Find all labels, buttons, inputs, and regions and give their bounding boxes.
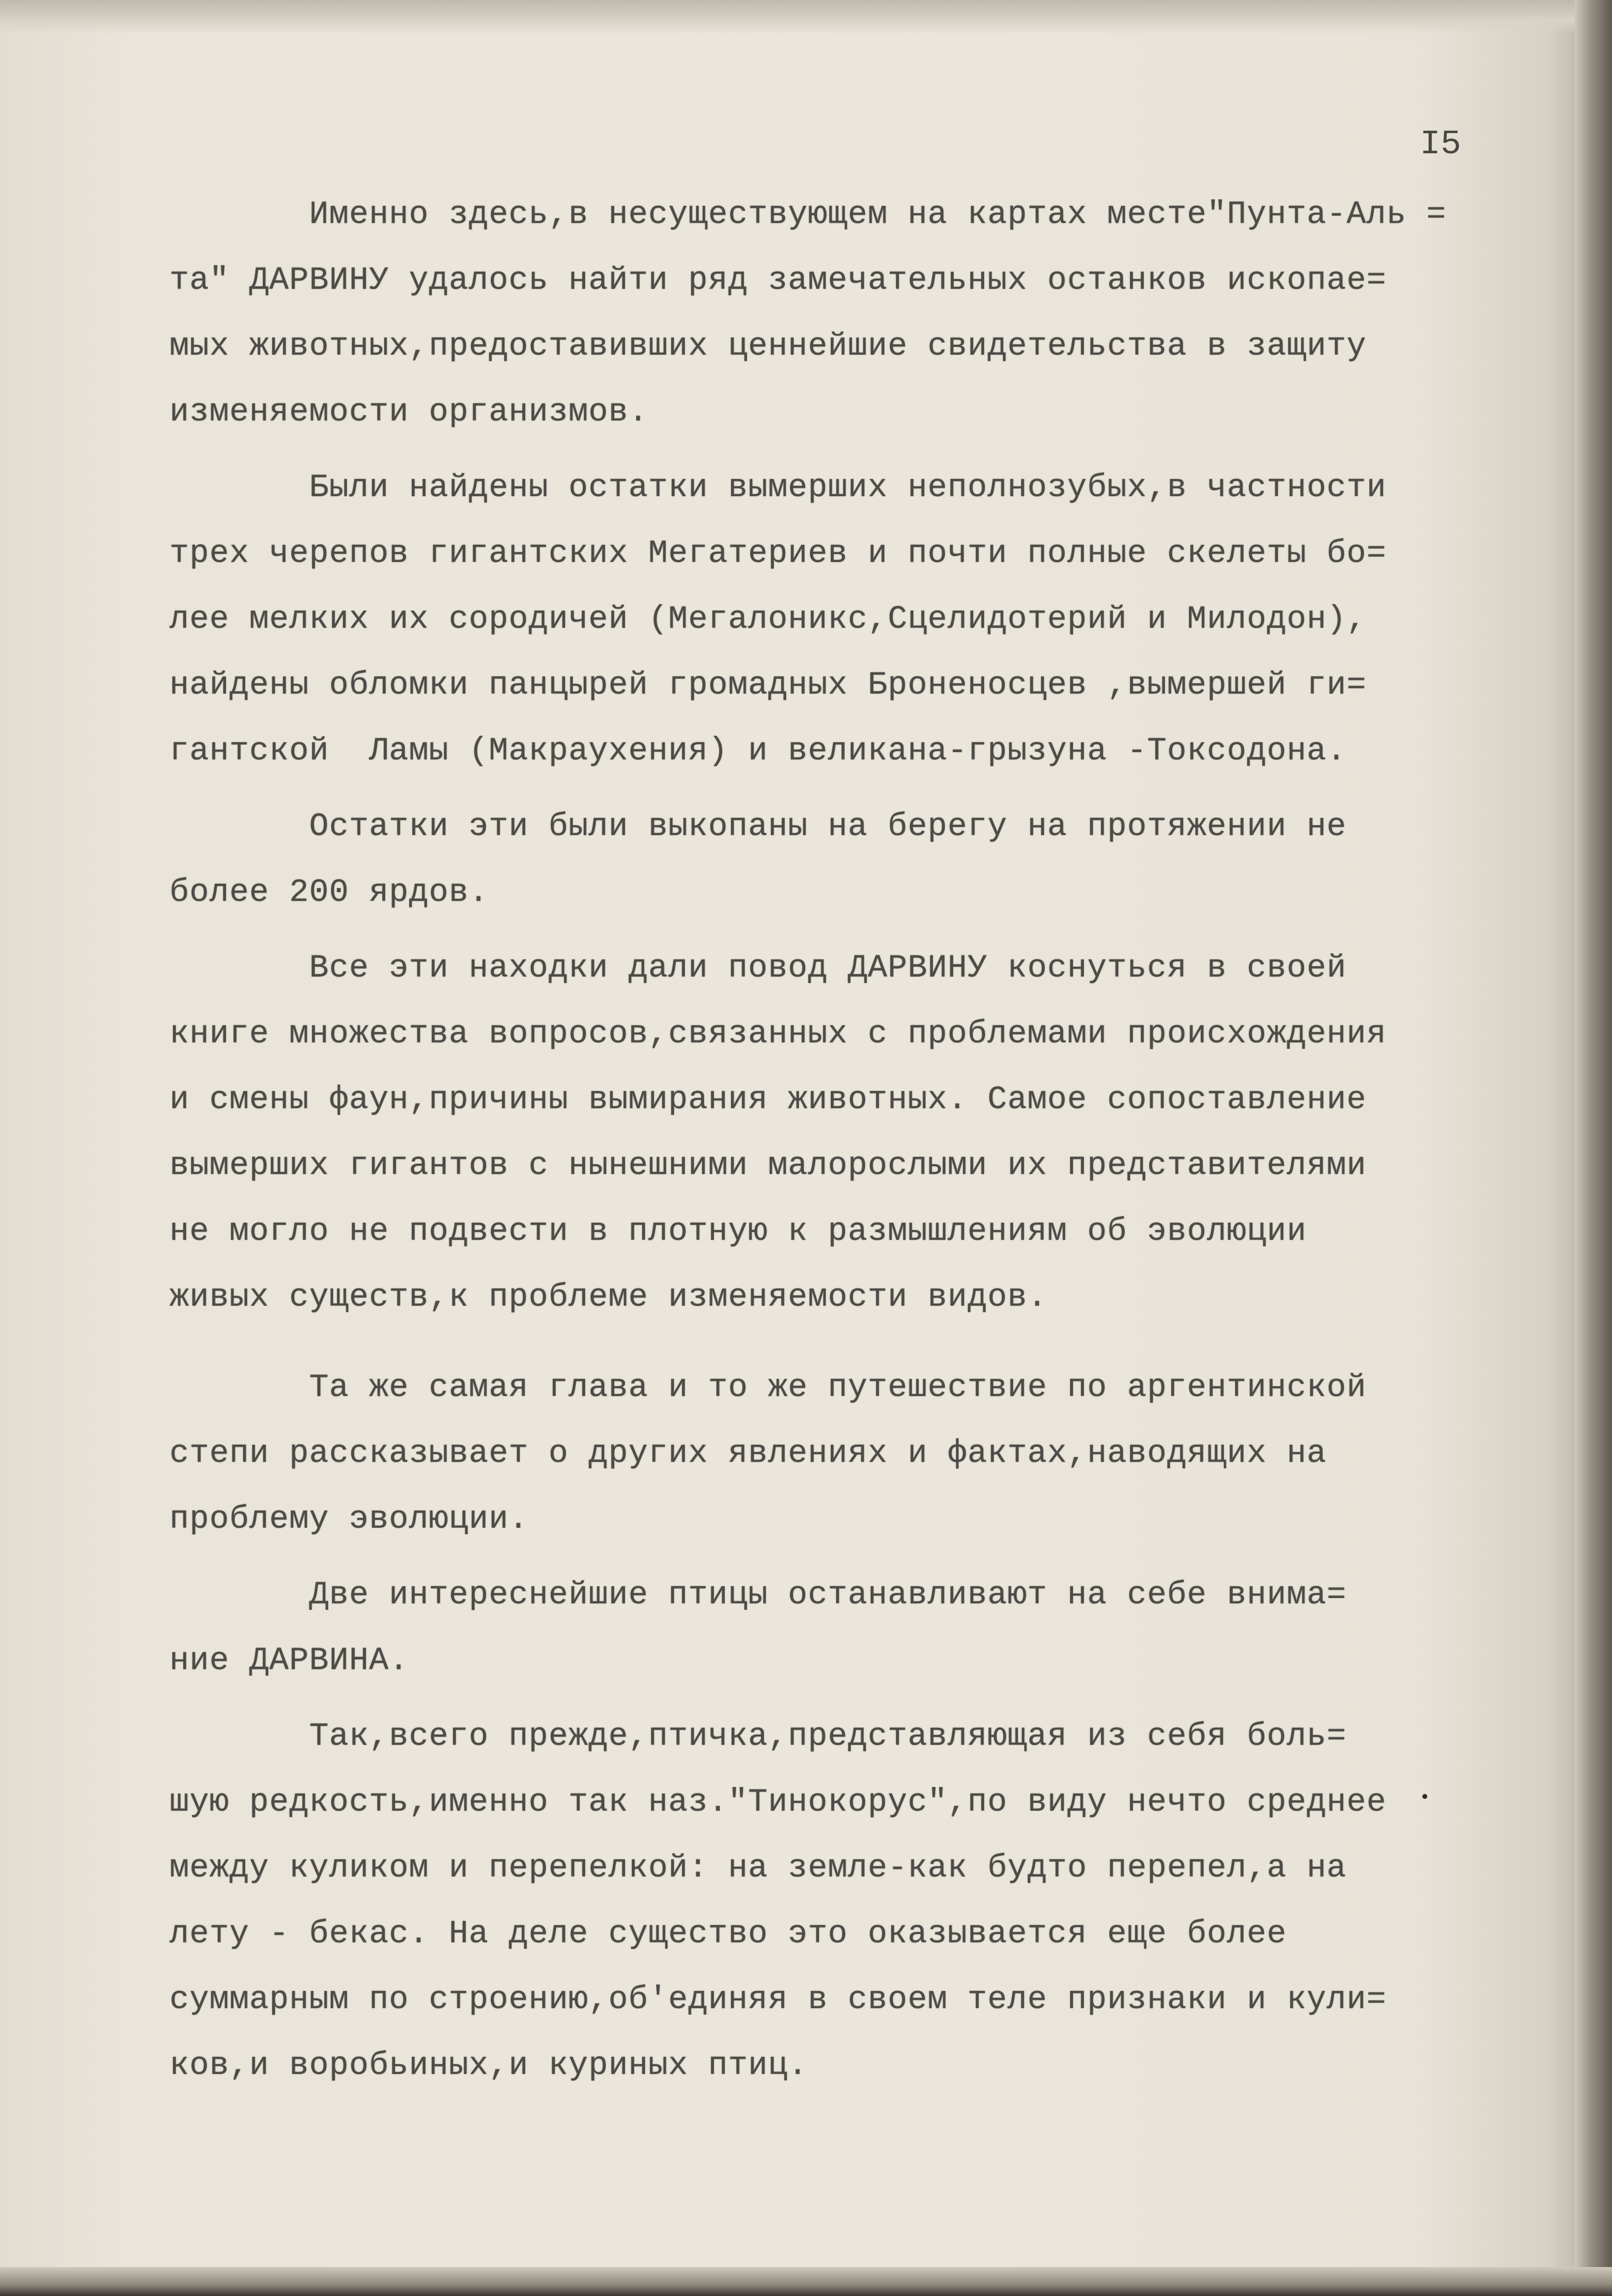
text-line: живых существ,к проблеме изменяемости видов. bbox=[170, 1279, 1047, 1316]
paragraph bbox=[170, 935, 1530, 1330]
text-line: книге множества вопросов,связанных с проблемами происхождения bbox=[170, 1015, 1386, 1052]
paragraph bbox=[170, 794, 1530, 925]
text-line: найдены обломки панцырей громадных Броненосцев ,вымершей ги= bbox=[170, 667, 1367, 703]
text-line: ков,и воробьиных,и куриных птиц. bbox=[170, 2047, 808, 2084]
text-line: Остатки эти были выкопаны на берегу на протяжении не bbox=[170, 808, 1347, 845]
paragraph-gap bbox=[170, 784, 1530, 794]
text-line: проблему эволюции. bbox=[170, 1501, 529, 1538]
text-line: трех черепов гигантских Мегатериев и почти полные скелеты бо= bbox=[170, 535, 1386, 572]
ink-dot bbox=[1422, 1794, 1427, 1799]
text-line: Так,всего прежде,птичка,представляющая из себя боль= bbox=[170, 1718, 1347, 1755]
page-right-edge bbox=[1575, 0, 1612, 2296]
paragraph bbox=[170, 455, 1530, 784]
text-line: Были найдены остатки вымерших неполнозубых,в частности bbox=[170, 469, 1386, 506]
text-line: та" ДАРВИНУ удалось найти ряд замечательных останков ископае= bbox=[170, 262, 1386, 299]
paragraph bbox=[170, 1355, 1530, 1552]
text-line: и смены фаун,причины вымирания животных. Самое сопоставление bbox=[170, 1081, 1367, 1118]
page-bottom-edge bbox=[0, 2267, 1612, 2296]
text-line: лету - бекас. На деле существо это оказывается еще более bbox=[170, 1915, 1287, 1952]
paragraph bbox=[170, 1562, 1530, 1694]
text-line: изменяемости организмов. bbox=[170, 393, 649, 430]
text-line: ние ДАРВИНА. bbox=[170, 1642, 409, 1679]
typed-text-body bbox=[170, 182, 1530, 2099]
text-line: шую редкость,именно так наз."Тинокорус",по виду нечто среднее bbox=[170, 1784, 1386, 1820]
text-line: гантской Ламы (Макраухения) и великана-грызуна -Токсодона. bbox=[170, 732, 1347, 769]
text-line: Именно здесь,в несуществующем на картах месте"Пунта-Аль = bbox=[170, 196, 1446, 233]
paragraph-gap bbox=[170, 925, 1530, 935]
paragraph-gap bbox=[170, 445, 1530, 455]
text-line: мых животных,предоставивших ценнейшие свидетельства в защиту bbox=[170, 328, 1367, 364]
paragraph bbox=[170, 1704, 1530, 2099]
text-line: Две интереснейшие птицы останавливают на себе внима= bbox=[170, 1576, 1347, 1613]
text-line: более 200 ярдов. bbox=[170, 874, 489, 911]
text-line: Все эти находки дали повод ДАРВИНУ коснуться в своей bbox=[170, 950, 1347, 986]
text-line: между куликом и перепелкой: на земле-как будто перепел,а на bbox=[170, 1849, 1347, 1886]
text-line: суммарным по строению,об'единяя в своем теле признаки и кули= bbox=[170, 1981, 1386, 2018]
paragraph-gap bbox=[170, 1330, 1530, 1355]
text-line: не могло не подвести в плотную к размышлениям об эволюции bbox=[170, 1213, 1307, 1250]
page-top-edge bbox=[0, 0, 1592, 34]
text-line: лее мелких их сородичей (Мегалоникс,Сцелидотерий и Милодон), bbox=[170, 601, 1367, 638]
text-line: Та же самая глава и то же путешествие по аргентинской bbox=[170, 1369, 1367, 1406]
paragraph-gap bbox=[170, 1552, 1530, 1562]
paragraph bbox=[170, 182, 1530, 445]
paragraph-gap bbox=[170, 1694, 1530, 1704]
text-line: степи рассказывает о других явлениях и фактах,наводящих на bbox=[170, 1435, 1327, 1472]
text-line: вымерших гигантов с нынешними малорослыми их представителями bbox=[170, 1147, 1367, 1184]
page-number: I5 bbox=[1420, 125, 1462, 164]
